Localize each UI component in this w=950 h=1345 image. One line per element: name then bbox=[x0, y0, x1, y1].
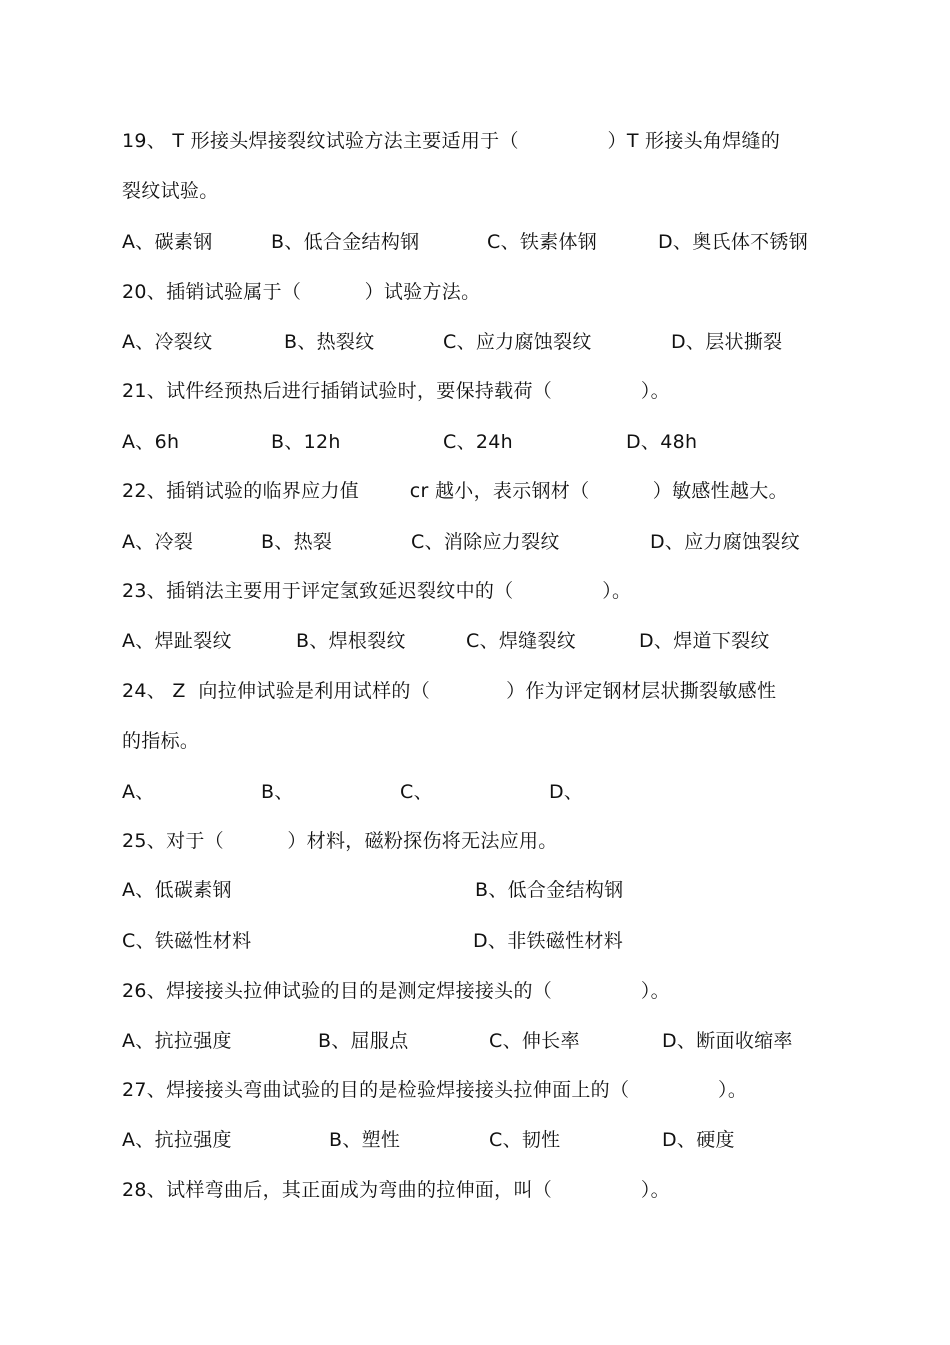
question-24-option-c: C、 bbox=[400, 781, 433, 803]
question-28-stem: 28、试样弯曲后，其正面成为弯曲的拉伸面，叫（ ）。 bbox=[122, 1179, 670, 1201]
question-27-option-d: D、硬度 bbox=[662, 1129, 735, 1151]
question-21-stem: 21、试件经预热后进行插销试验时，要保持载荷（ ）。 bbox=[122, 380, 670, 402]
question-19-option-d: D、奥氏体不锈钢 bbox=[658, 231, 809, 253]
question-24-option-a: A、 bbox=[122, 781, 155, 803]
question-27-option-b: B、塑性 bbox=[329, 1129, 401, 1151]
question-22-option-b: B、热裂 bbox=[261, 531, 333, 553]
question-26-option-a: A、抗拉强度 bbox=[122, 1030, 232, 1052]
question-22-stem: 22、插销试验的临界应力值 cr 越小，表示钢材（ ）敏感性越大。 bbox=[122, 480, 788, 502]
question-20-option-b: B、热裂纹 bbox=[284, 331, 375, 353]
question-19-stem: 19、 T 形接头焊接裂纹试验方法主要适用于（ ）T 形接头角焊缝的 bbox=[122, 130, 781, 152]
question-20-stem: 20、插销试验属于（ ）试验方法。 bbox=[122, 281, 481, 303]
question-19-option-b: B、低合金结构钢 bbox=[271, 231, 420, 253]
question-25-option-b: B、低合金结构钢 bbox=[475, 879, 624, 901]
question-24-option-b: B、 bbox=[261, 781, 294, 803]
question-21-option-c: C、24h bbox=[443, 431, 513, 453]
question-21-option-d: D、48h bbox=[626, 431, 698, 453]
question-25-option-c: C、铁磁性材料 bbox=[122, 930, 252, 952]
question-27-stem: 27、焊接接头弯曲试验的目的是检验焊接接头拉伸面上的（ ）。 bbox=[122, 1079, 748, 1101]
question-23-option-c: C、焊缝裂纹 bbox=[466, 630, 577, 652]
question-19-stem-cont: 裂纹试验。 bbox=[122, 180, 219, 202]
question-22-option-a: A、冷裂 bbox=[122, 531, 194, 553]
question-24-stem-cont: 的指标。 bbox=[122, 730, 200, 752]
question-26-option-d: D、断面收缩率 bbox=[662, 1030, 793, 1052]
question-19-option-c: C、铁素体钢 bbox=[487, 231, 598, 253]
question-27-option-a: A、抗拉强度 bbox=[122, 1129, 232, 1151]
question-21-option-b: B、12h bbox=[271, 431, 341, 453]
question-24-option-d: D、 bbox=[549, 781, 584, 803]
question-23-stem: 23、插销法主要用于评定氢致延迟裂纹中的（ ）。 bbox=[122, 580, 632, 602]
question-26-stem: 26、焊接接头拉伸试验的目的是测定焊接接头的（ ）。 bbox=[122, 980, 670, 1002]
question-25-option-d: D、非铁磁性材料 bbox=[473, 930, 624, 952]
question-27-option-c: C、韧性 bbox=[489, 1129, 561, 1151]
question-23-option-a: A、焊趾裂纹 bbox=[122, 630, 232, 652]
question-26-option-c: C、伸长率 bbox=[489, 1030, 580, 1052]
question-22-option-c: C、消除应力裂纹 bbox=[411, 531, 560, 553]
question-24-stem: 24、 Z 向拉伸试验是利用试样的（ ）作为评定钢材层状撕裂敏感性 bbox=[122, 680, 777, 702]
question-23-option-b: B、焊根裂纹 bbox=[296, 630, 406, 652]
question-20-option-c: C、应力腐蚀裂纹 bbox=[443, 331, 592, 353]
question-23-option-d: D、焊道下裂纹 bbox=[639, 630, 770, 652]
question-25-option-a: A、低碳素钢 bbox=[122, 879, 232, 901]
question-19-option-a: A、碳素钢 bbox=[122, 231, 213, 253]
question-20-option-a: A、冷裂纹 bbox=[122, 331, 213, 353]
question-25-stem: 25、对于（ ）材料，磁粉探伤将无法应用。 bbox=[122, 830, 558, 852]
question-21-option-a: A、6h bbox=[122, 431, 180, 453]
question-22-option-d: D、应力腐蚀裂纹 bbox=[650, 531, 801, 553]
question-20-option-d: D、层状撕裂 bbox=[671, 331, 783, 353]
question-26-option-b: B、屈服点 bbox=[318, 1030, 409, 1052]
